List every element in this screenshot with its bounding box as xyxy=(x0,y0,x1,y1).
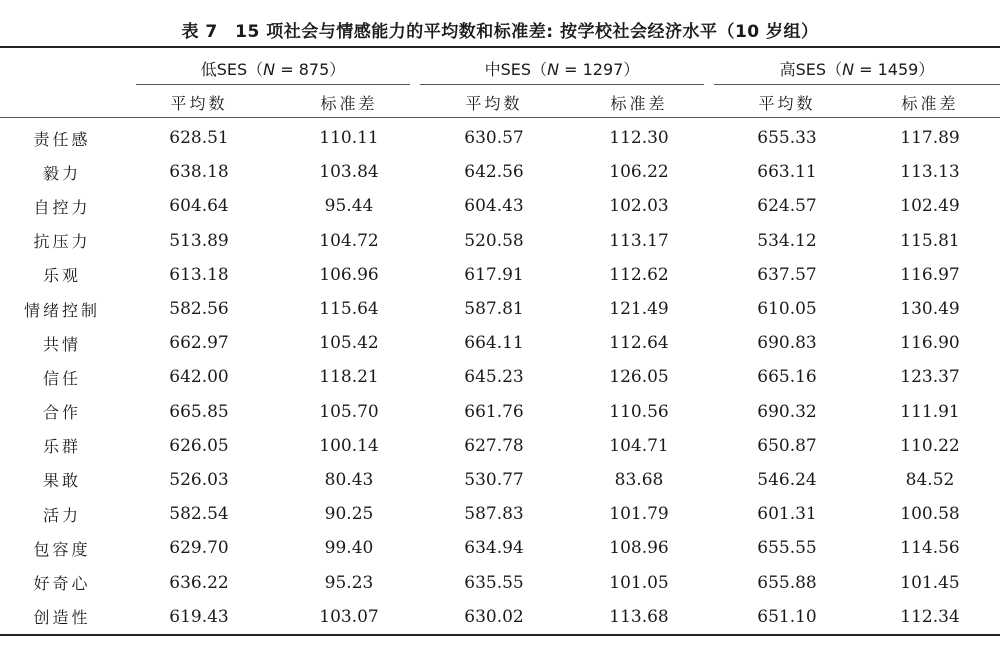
row-label: 情绪控制 xyxy=(23,300,100,320)
cell-mean-mid: 617.91 xyxy=(464,264,524,285)
cell-mean-mid: 634.94 xyxy=(464,538,524,559)
cell-mean-low: 513.89 xyxy=(169,230,229,251)
cell-mean-low: 629.70 xyxy=(169,538,229,559)
cell-mean-high: 610.05 xyxy=(757,299,817,320)
cell-sd-low: 105.70 xyxy=(319,401,379,422)
cell-mean-mid: 587.83 xyxy=(464,504,524,525)
cell-sd-low: 99.40 xyxy=(324,538,374,559)
header-rule xyxy=(0,117,1000,118)
cell-mean-low: 582.56 xyxy=(169,299,229,320)
cell-mean-high: 665.16 xyxy=(757,367,817,388)
row-label: 乐群 xyxy=(42,437,81,457)
cell-sd-mid: 106.22 xyxy=(609,162,669,183)
row-label: 活力 xyxy=(42,505,81,525)
cell-mean-low: 638.18 xyxy=(169,162,229,183)
cell-mean-mid: 530.77 xyxy=(464,469,524,490)
cell-mean-low: 665.85 xyxy=(169,401,229,422)
cell-mean-mid: 664.11 xyxy=(464,333,524,354)
cell-mean-high: 690.32 xyxy=(757,401,817,422)
cell-sd-mid: 104.71 xyxy=(609,435,669,456)
subheader-sd: 标准差 xyxy=(320,94,378,113)
table-row xyxy=(0,292,1000,326)
subheader-sd: 标准差 xyxy=(610,94,668,113)
cell-sd-mid: 102.03 xyxy=(609,196,669,217)
cell-sd-high: 130.49 xyxy=(900,299,960,320)
cell-mean-low: 662.97 xyxy=(169,333,229,354)
cell-sd-high: 117.89 xyxy=(900,128,960,149)
row-label: 自控力 xyxy=(33,197,91,217)
cell-mean-mid: 661.76 xyxy=(464,401,524,422)
cell-sd-high: 112.34 xyxy=(900,606,960,627)
cell-sd-high: 101.45 xyxy=(900,572,960,593)
cell-mean-high: 650.87 xyxy=(757,435,817,456)
table-row xyxy=(0,224,1000,258)
group-header-low-ses: 低SES（N = 875） xyxy=(200,60,346,79)
cell-sd-high: 111.91 xyxy=(900,401,960,422)
cell-mean-low: 613.18 xyxy=(169,264,229,285)
subheader-mean: 平均数 xyxy=(465,94,523,113)
table-row xyxy=(0,360,1000,394)
data-table xyxy=(0,121,1000,634)
cell-sd-low: 95.44 xyxy=(324,196,374,217)
cell-sd-high: 116.97 xyxy=(900,264,960,285)
cell-mean-high: 655.88 xyxy=(757,572,817,593)
cell-sd-low: 95.23 xyxy=(324,572,374,593)
cell-sd-mid: 112.64 xyxy=(609,333,669,354)
cell-sd-high: 102.49 xyxy=(900,196,960,217)
cell-sd-mid: 113.17 xyxy=(609,230,669,251)
cell-mean-high: 601.31 xyxy=(757,504,817,525)
cell-sd-high: 100.58 xyxy=(900,504,960,525)
cell-mean-high: 637.57 xyxy=(757,264,817,285)
cell-sd-mid: 101.05 xyxy=(609,572,669,593)
cell-sd-mid: 121.49 xyxy=(609,299,669,320)
cell-sd-low: 100.14 xyxy=(319,435,379,456)
cell-mean-mid: 630.57 xyxy=(464,128,524,149)
cell-mean-mid: 630.02 xyxy=(464,606,524,627)
cell-sd-high: 116.90 xyxy=(900,333,960,354)
group-rule-low xyxy=(136,84,410,85)
row-label: 乐观 xyxy=(42,266,81,286)
cell-mean-low: 642.00 xyxy=(169,367,229,388)
cell-mean-low: 604.64 xyxy=(169,196,229,217)
table-row xyxy=(0,565,1000,599)
cell-mean-mid: 627.78 xyxy=(464,435,524,456)
cell-sd-high: 123.37 xyxy=(900,367,960,388)
table-title: 表 7 15 项社会与情感能力的平均数和标准差: 按学校社会经济水平（10 岁组） xyxy=(181,22,819,42)
table-row xyxy=(0,429,1000,463)
row-label: 责任感 xyxy=(33,129,91,149)
group-rule-mid xyxy=(420,84,704,85)
cell-mean-mid: 635.55 xyxy=(464,572,524,593)
table-row xyxy=(0,189,1000,223)
subheader-mean: 平均数 xyxy=(758,94,816,113)
cell-mean-low: 526.03 xyxy=(169,469,229,490)
cell-sd-mid: 101.79 xyxy=(609,504,669,525)
cell-sd-high: 84.52 xyxy=(905,469,955,490)
cell-sd-high: 115.81 xyxy=(900,230,960,251)
group-rule-high xyxy=(714,84,1000,85)
row-label: 果敢 xyxy=(42,471,81,491)
table-row xyxy=(0,326,1000,360)
cell-sd-high: 113.13 xyxy=(900,162,960,183)
subheader-mean: 平均数 xyxy=(170,94,228,113)
table-row xyxy=(0,121,1000,155)
table-row xyxy=(0,258,1000,292)
cell-sd-mid: 108.96 xyxy=(609,538,669,559)
table-row xyxy=(0,155,1000,189)
cell-mean-low: 636.22 xyxy=(169,572,229,593)
cell-sd-low: 80.43 xyxy=(324,469,374,490)
cell-mean-mid: 520.58 xyxy=(464,230,524,251)
cell-sd-low: 104.72 xyxy=(319,230,379,251)
bottom-rule xyxy=(0,634,1000,636)
row-label: 抗压力 xyxy=(33,232,91,252)
cell-mean-mid: 604.43 xyxy=(464,196,524,217)
cell-sd-high: 110.22 xyxy=(900,435,960,456)
cell-sd-mid: 83.68 xyxy=(614,469,664,490)
cell-sd-high: 114.56 xyxy=(900,538,960,559)
cell-mean-high: 655.55 xyxy=(757,538,817,559)
cell-mean-high: 651.10 xyxy=(757,606,817,627)
cell-sd-low: 110.11 xyxy=(319,128,379,149)
cell-sd-mid: 110.56 xyxy=(609,401,669,422)
table-row xyxy=(0,531,1000,565)
cell-sd-mid: 112.62 xyxy=(609,264,669,285)
cell-sd-low: 105.42 xyxy=(319,333,379,354)
cell-mean-mid: 642.56 xyxy=(464,162,524,183)
cell-sd-low: 115.64 xyxy=(319,299,379,320)
table-row xyxy=(0,463,1000,497)
cell-mean-low: 628.51 xyxy=(169,128,229,149)
group-header-mid-ses: 中SES（N = 1297） xyxy=(484,60,640,79)
row-label: 共情 xyxy=(42,334,81,354)
subheader-sd: 标准差 xyxy=(901,94,959,113)
table-row xyxy=(0,600,1000,634)
cell-mean-high: 690.83 xyxy=(757,333,817,354)
cell-mean-low: 626.05 xyxy=(169,435,229,456)
cell-sd-mid: 112.30 xyxy=(609,128,669,149)
cell-sd-low: 118.21 xyxy=(319,367,379,388)
row-label: 好奇心 xyxy=(33,574,91,594)
cell-mean-high: 534.12 xyxy=(757,230,817,251)
table-row xyxy=(0,395,1000,429)
row-label: 创造性 xyxy=(33,608,91,628)
cell-mean-high: 546.24 xyxy=(757,469,817,490)
row-label: 毅力 xyxy=(42,163,81,183)
cell-mean-mid: 645.23 xyxy=(464,367,524,388)
cell-sd-low: 90.25 xyxy=(324,504,374,525)
cell-mean-high: 624.57 xyxy=(757,196,817,217)
cell-mean-high: 655.33 xyxy=(757,128,817,149)
top-rule xyxy=(0,46,1000,48)
cell-mean-mid: 587.81 xyxy=(464,299,524,320)
cell-sd-mid: 113.68 xyxy=(609,606,669,627)
cell-sd-low: 103.07 xyxy=(319,606,379,627)
cell-mean-high: 663.11 xyxy=(757,162,817,183)
group-header-high-ses: 高SES（N = 1459） xyxy=(779,60,935,79)
cell-mean-low: 582.54 xyxy=(169,504,229,525)
cell-sd-mid: 126.05 xyxy=(609,367,669,388)
cell-sd-low: 103.84 xyxy=(319,162,379,183)
cell-mean-low: 619.43 xyxy=(169,606,229,627)
row-label: 合作 xyxy=(42,403,81,423)
cell-sd-low: 106.96 xyxy=(319,264,379,285)
row-label: 包容度 xyxy=(33,539,91,559)
table-row xyxy=(0,497,1000,531)
row-label: 信任 xyxy=(42,368,81,388)
